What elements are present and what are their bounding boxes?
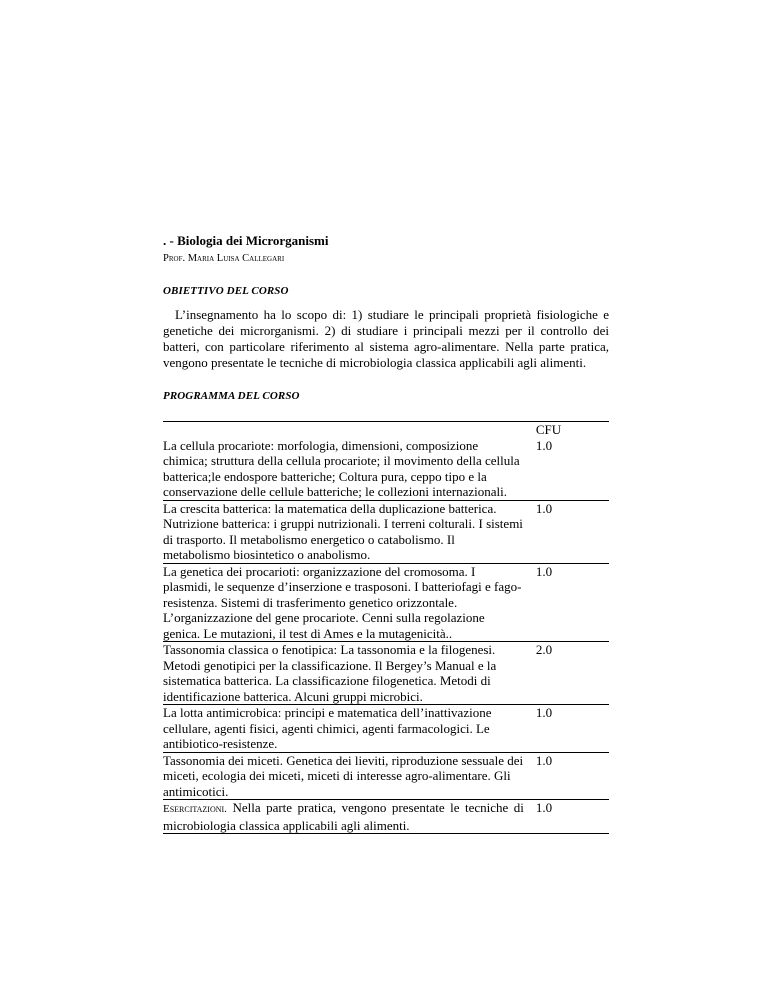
program-table bbox=[163, 421, 609, 834]
exercise-text: Nella parte pratica, vengono presentate le tecniche di microbiologia classica applicabili agli alimenti. bbox=[163, 800, 524, 833]
course-title: . - Biologia dei Microrganismi bbox=[163, 233, 329, 248]
topic-header-cell bbox=[163, 422, 530, 438]
program-row bbox=[163, 752, 609, 800]
program-cfu: 1.0 bbox=[530, 563, 609, 642]
program-topic: La cellula procariote: morfologia, dimensioni, composizione chimica; struttura della cellula procariote; il movimento della cellula batterica;le endospore batteriche; Coltura pura, ceppo tipo e la conservazione delle cellule batteriche; le collezioni internazionali. bbox=[163, 438, 530, 501]
program-row bbox=[163, 438, 609, 501]
exercise-row bbox=[163, 800, 609, 834]
exercise-label: Esercitazioni. bbox=[163, 803, 227, 815]
program-cfu: 1.0 bbox=[530, 705, 609, 753]
program-row bbox=[163, 642, 609, 705]
program-heading: PROGRAMMA DEL CORSO bbox=[163, 390, 300, 402]
program-cfu: 1.0 bbox=[530, 438, 609, 501]
program-topic: La crescita batterica: la matematica della duplicazione batterica. Nutrizione batterica: i gruppi nutrizionali. I terreni colturali. I sistemi di trasporto. Il metabolismo energetico o catabolismo. Il metabolismo biosintetico o anabolismo. bbox=[163, 500, 530, 563]
objective-heading: OBIETTIVO DEL CORSO bbox=[163, 285, 289, 297]
program-cfu: 1.0 bbox=[530, 500, 609, 563]
cfu-header: CFU bbox=[530, 422, 609, 438]
document-page bbox=[163, 233, 609, 834]
program-topic: La lotta antimicrobica: principi e matematica dell’inattivazione cellulare, agenti fisici, agenti chimici, agenti farmacologici. Le antibiotico-resistenze. bbox=[163, 705, 530, 753]
program-row bbox=[163, 500, 609, 563]
professor-name: Prof. Maria Luisa Callegari bbox=[163, 253, 285, 264]
program-header-row bbox=[163, 422, 609, 438]
exercise-cell bbox=[163, 800, 530, 834]
program-row bbox=[163, 705, 609, 753]
program-topic: Tassonomia dei miceti. Genetica dei lieviti, riproduzione sessuale dei miceti, ecologia dei miceti, miceti di interesse agro-alimentare. Gli antimicotici. bbox=[163, 752, 530, 800]
program-topic: Tassonomia classica o fenotipica: La tassonomia e la filogenesi. Metodi genotipici per la classificazione. Il Bergey’s Manual e la sistematica batterica. La classificazione filogenetica. Metodi di identificazione batterica. Alcuni gruppi microbici. bbox=[163, 642, 530, 705]
program-cfu: 2.0 bbox=[530, 642, 609, 705]
objective-text: L’insegnamento ha lo scopo di: 1) studiare le principali proprietà fisiologiche e genetiche dei microrganismi. 2) di studiare i principali mezzi per il controllo dei batteri, con particolare riferimento al sistema agro-alimentare. Nella parte pratica, vengono presentate le tecniche di microbiologia classica applicabili agli alimenti. bbox=[163, 307, 609, 370]
exercise-cfu: 1.0 bbox=[530, 800, 609, 834]
program-cfu: 1.0 bbox=[530, 752, 609, 800]
program-row bbox=[163, 563, 609, 642]
program-topic: La genetica dei procarioti: organizzazione del cromosoma. I plasmidi, le sequenze d’inserzione e trasposoni. I batteriofagi e fago-resistenza. Sistemi di trasferimento genetico orizzontale. L’organizzazione del gene procariote. Cenni sulla regolazione genica. Le mutazioni, il test di Ames e la mutagenicità.. bbox=[163, 563, 530, 642]
